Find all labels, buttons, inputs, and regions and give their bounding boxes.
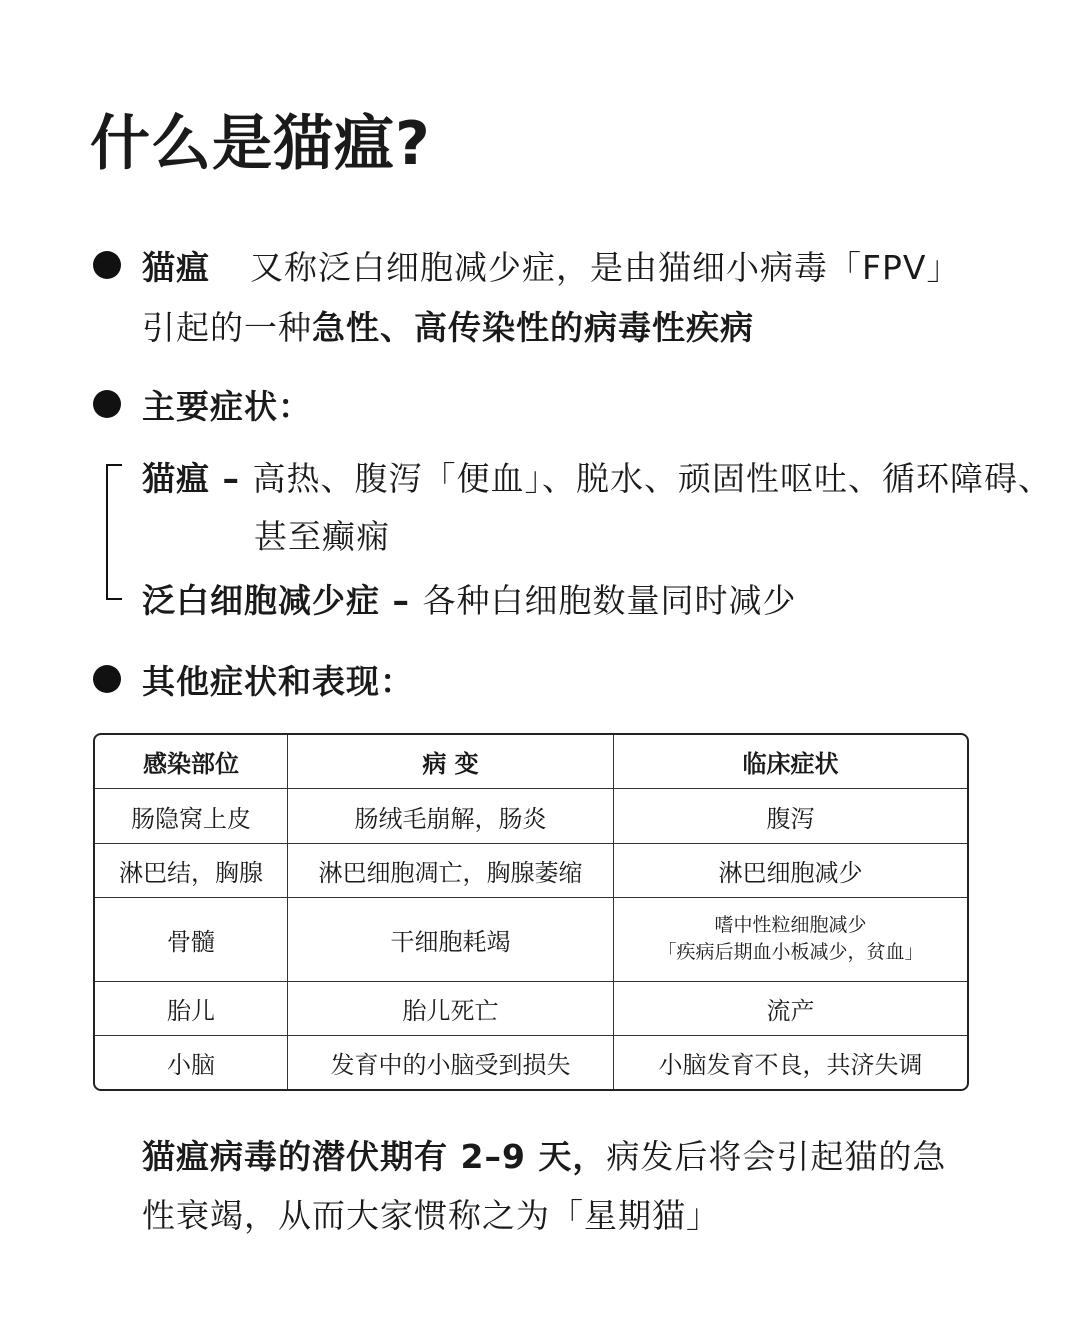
symptom-item-1: 猫瘟 – 高热、腹泻「便血」、脱水、顽固性呕吐、循环障碍、 bbox=[142, 459, 1052, 498]
table-row bbox=[95, 789, 967, 843]
table-header-row bbox=[95, 735, 967, 789]
intro-text-2-prefix: 引起的一种 bbox=[142, 308, 312, 347]
symptoms-table bbox=[93, 733, 969, 1091]
cell-symptom: 流产 bbox=[614, 982, 967, 1036]
other-symptoms-heading: 其他症状和表现： bbox=[142, 662, 414, 701]
page-title: 什么是猫瘟? bbox=[90, 109, 431, 179]
cell-symptom: 小脑发育不良，共济失调 bbox=[658, 1051, 923, 1079]
symptom-item-2: 泛白细胞减少症 – 各种白细胞数量同时减少 bbox=[142, 581, 797, 620]
intro-text-2-bold: 急性、高传染性的病毒性疾病 bbox=[312, 308, 754, 347]
cell-lesion: 淋巴细胞凋亡，胸腺萎缩 bbox=[288, 844, 614, 898]
cell-lesion: 发育中的小脑受到损失 bbox=[288, 1036, 614, 1089]
bullet-icon bbox=[93, 390, 121, 418]
cell-symptom-line-2: 「疾病后期血小板减少，贫血」 bbox=[657, 941, 924, 964]
intro-line-1 bbox=[142, 242, 960, 289]
footer-bold: 猫瘟病毒的潜伏期有 2–9 天， bbox=[142, 1137, 607, 1176]
symptom-item-1-text: 高热、腹泻「便血」、脱水、顽固性呕吐、循环障碍、 bbox=[252, 459, 1052, 498]
symptom-item-2-text: 各种白细胞数量同时减少 bbox=[422, 581, 797, 620]
table-row bbox=[95, 982, 967, 1036]
cell-site: 小脑 bbox=[95, 1036, 288, 1089]
intro-text-1: 又称泛白细胞减少症，是由猫细小病毒「FPV」 bbox=[250, 248, 961, 287]
symptom-item-2-term: 泛白细胞减少症 bbox=[142, 581, 380, 620]
symptom-item-1-cont: 甚至癫痫 bbox=[254, 517, 390, 556]
intro-line-2 bbox=[142, 302, 754, 349]
symptom-item-1-term: 猫瘟 bbox=[142, 459, 210, 498]
table-row bbox=[95, 844, 967, 898]
intro-term: 猫瘟 bbox=[142, 248, 210, 287]
cell-site: 肠隐窝上皮 bbox=[95, 789, 288, 843]
cell-site: 骨髓 bbox=[95, 898, 288, 981]
footer-text-1: 病发后将会引起猫的急 bbox=[606, 1137, 947, 1176]
footer-line-1 bbox=[142, 1131, 946, 1178]
table-row bbox=[95, 898, 967, 981]
cell-symptom-line-1: 嗜中性粒细胞减少 bbox=[714, 914, 867, 937]
table-header: 病 变 bbox=[288, 735, 614, 789]
main-symptoms-heading: 主要症状： bbox=[142, 387, 312, 426]
cell-symptom: 腹泻 bbox=[614, 789, 967, 843]
table-header: 感染部位 bbox=[95, 735, 288, 789]
footer-line-2: 性衰竭，从而大家惯称之为「星期猫」 bbox=[142, 1196, 720, 1235]
cell-site: 淋巴结，胸腺 bbox=[95, 844, 288, 898]
cell-lesion: 胎儿死亡 bbox=[288, 982, 614, 1036]
cell-lesion: 肠绒毛崩解，肠炎 bbox=[288, 789, 614, 843]
bullet-icon bbox=[93, 251, 121, 279]
table-header: 临床症状 bbox=[614, 735, 967, 789]
cell-lesion: 干细胞耗竭 bbox=[288, 898, 614, 981]
bracket-decoration bbox=[106, 464, 122, 600]
table-row bbox=[95, 1036, 967, 1089]
cell-symptom bbox=[614, 898, 967, 981]
bullet-icon bbox=[93, 665, 121, 693]
cell-site: 胎儿 bbox=[95, 982, 288, 1036]
cell-symptom: 淋巴细胞减少 bbox=[614, 844, 967, 898]
